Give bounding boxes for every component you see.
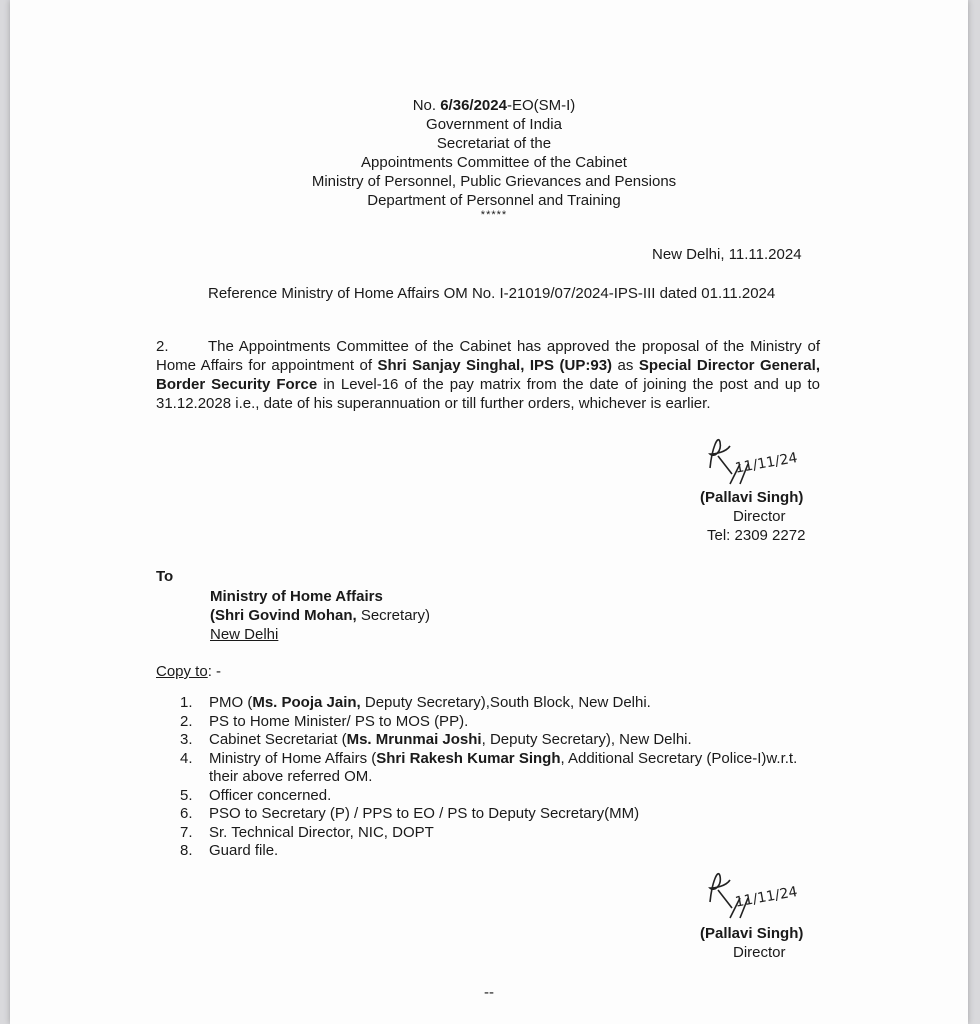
signatory-title-1: Director [733,508,786,525]
reference-text: Reference Ministry of Home Affairs OM No. I-21019/07/2024-IPS-III dated 01.11.2024 [208,285,776,302]
copy-to-item-number: 3. [180,731,193,748]
copy-to-item-bold: Ms. Mrunmai Joshi [346,731,482,748]
file-number-bold: 6/36/2024 [440,97,507,114]
copy-to-item-number: 8. [180,842,193,859]
copy-to-item-text: PSO to Secretary (P) / PPS to EO / PS to Deputy Secretary(MM) [209,805,640,822]
copy-to-item [180,694,820,713]
addressee-name: (Shri Govind Mohan, [210,607,357,624]
signatory-title-2: Director [733,944,786,961]
copy-to-item [180,750,820,787]
approval-text-1: The Appointments Committee of the Cabinet has approved the proposal of the Ministry of Home Affairs for appointment of [156,338,820,374]
copy-to-item-text: Sr. Technical Director, NIC, DOPT [209,823,434,841]
copy-to-item [180,787,820,806]
copy-to-item-text: Guard file. [209,842,279,859]
addressee-block [210,587,430,644]
copy-to-item [180,824,820,843]
copy-to-item-number: 4. [180,749,193,767]
copy-to-item-text: Cabinet Secretariat ( [209,731,347,748]
header-committee: Appointments Committee of the Cabinet [361,154,627,171]
signature-2-svg [700,862,820,922]
file-number [0,96,980,115]
approval-text-2: as [612,357,639,374]
addressee-role: Secretary) [356,607,431,624]
document-header [0,96,980,220]
copy-to-item-bold: Ms. Pooja Jain, [252,694,361,711]
copy-to-item-text: , Additional Secretary (Police-I)w.r.t. their above referred OM. [209,749,798,785]
to-label: To [156,568,174,585]
addressee-ministry: Ministry of Home Affairs [210,588,383,605]
post-title: Special Director General, Border Security Force [156,357,820,393]
officer-name: Shri Sanjay Singhal, IPS (UP:93) [377,357,613,374]
copy-to-item-number: 7. [180,823,193,841]
header-department: Department of Personnel and Training [367,192,621,209]
copy-to-item-text: Ministry of Home Affairs ( [209,749,377,767]
copy-to-item-number: 5. [180,786,193,804]
copy-to-item-text: Deputy Secretary),South Block, New Delhi. [360,694,651,711]
footer-dash: -- [484,984,494,1001]
copy-to-item-number: 1. [180,694,193,711]
signature-1-date: 11/11/24 [733,449,799,477]
reference-paragraph [156,284,820,303]
header-stars: ***** [480,209,508,221]
copy-to-item [180,842,820,861]
signature-block-2 [700,924,803,962]
copy-to-item [180,713,820,732]
header-government: Government of India [426,116,562,133]
copy-to-label [156,663,221,680]
signatory-name-2: (Pallavi Singh) [700,925,804,942]
signature-2-date: 11/11/24 [733,883,799,911]
signatory-name-1: (Pallavi Singh) [700,489,804,506]
copy-to-item-text: PS to Home Minister/ PS to MOS (PP). [209,712,469,730]
copy-to-item-number: 6. [180,805,193,822]
copy-to-item-text: Officer concerned. [209,786,332,804]
file-number-prefix: No. [412,97,441,114]
copy-to-item-number: 2. [180,712,193,730]
handwritten-signature-1 [700,428,820,488]
copy-to-item [180,731,820,750]
paragraph-number: 2. [156,338,169,355]
file-number-suffix: -EO(SM-I) [506,97,576,114]
copy-to-item-text: , Deputy Secretary), New Delhi. [481,731,692,748]
copy-to-item-text: PMO ( [209,694,253,711]
addressee-city: New Delhi [210,626,279,643]
copy-to-text: Copy to [156,663,208,680]
signature-1-svg [700,428,820,488]
document-date: New Delhi, 11.11.2024 [652,246,802,263]
approval-text-3: in Level-16 of the pay matrix from the date of joining the post and up to 31.12.2028 i.e., date of his superannuation or till further orders, whichever is earlier. [156,376,820,412]
header-secretariat: Secretariat of the [436,135,552,152]
header-ministry: Ministry of Personnel, Public Grievances and Pensions [311,173,677,190]
copy-to-item-bold: Shri Rakesh Kumar Singh [376,749,561,767]
copy-to-list [180,694,820,861]
approval-paragraph [156,337,820,413]
addressee-person [210,606,430,625]
signatory-tel: Tel: 2309 2272 [707,527,806,544]
copy-to-suffix: : - [207,663,222,680]
handwritten-signature-2 [700,862,820,922]
signature-block-1 [700,488,805,545]
copy-to-item [180,805,820,824]
